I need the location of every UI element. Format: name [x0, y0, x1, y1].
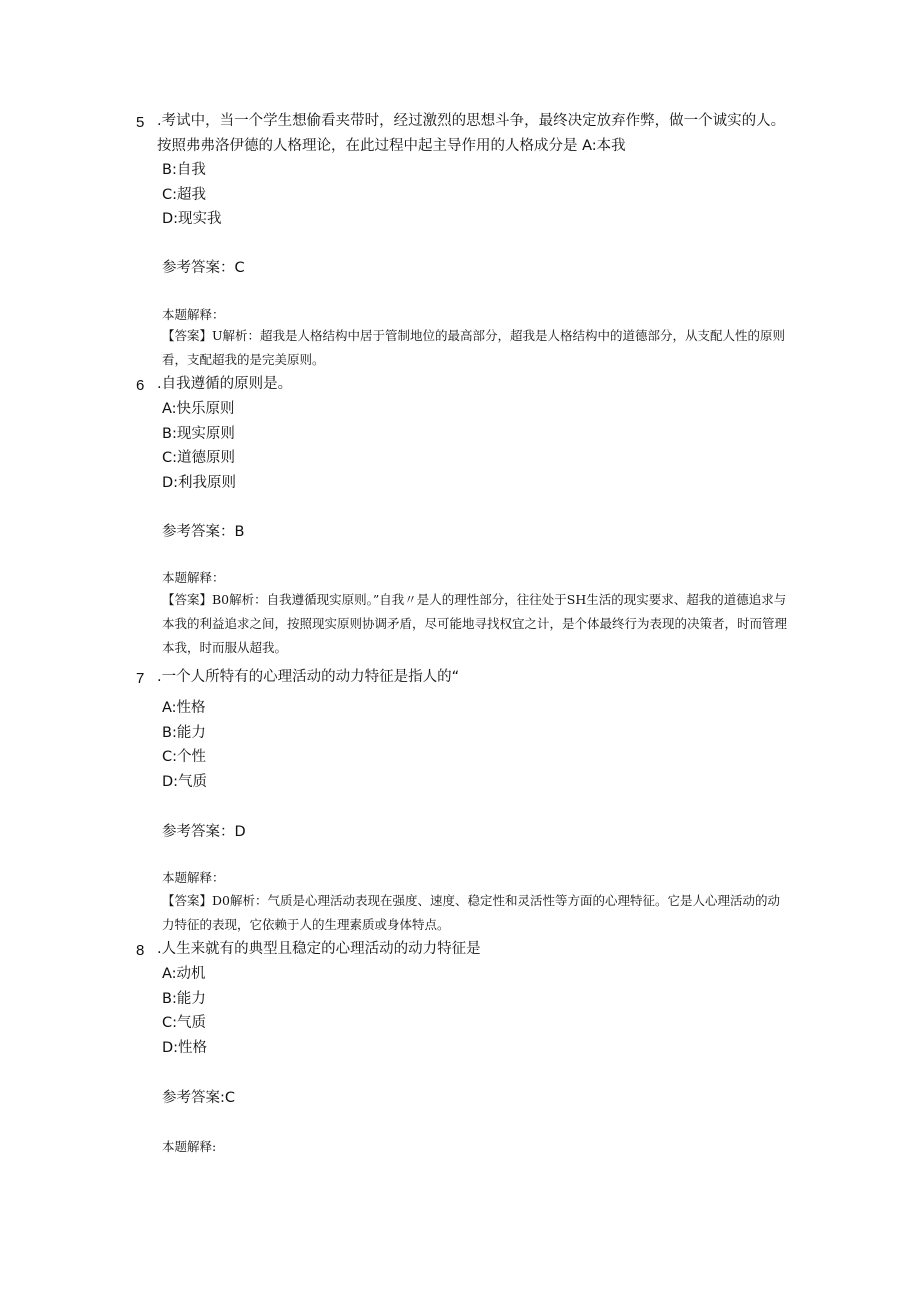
option-c: C:道德原则	[162, 450, 236, 466]
option-list	[162, 962, 207, 1060]
question-stem: .考试中，当一个学生想偷看夹带时，经过激烈的思想斗争，最终决定放弃作弊，做一个诚实的人。按照弗弗洛伊德的人格理论，在此过程中起主导作用的人格成分是 A:本我	[157, 113, 786, 154]
question-stem: .一个人所特有的心理活动的动力特征是指人的“	[157, 669, 460, 685]
question-stem: .人生来就有的典型且稳定的心理活动的动力特征是	[157, 941, 481, 957]
question-number: 7	[136, 670, 145, 687]
question-number: 5	[136, 114, 145, 131]
question-stem: .自我遵循的原则是。	[157, 376, 293, 392]
option-d: D:性格	[162, 1039, 208, 1056]
option-b: B:现实原则	[162, 425, 235, 442]
explanation-text: 【答案】U解析：超我是人格结构中居于管制地位的最高部分，超我是人格结构中的道德部分，从支配人性的原则看，支配超我的是完美原则。	[162, 328, 786, 367]
option-b: B:能力	[162, 724, 206, 741]
reference-answer: 参考答案：B	[162, 524, 245, 540]
option-c: C:个性	[162, 749, 207, 765]
option-c: C:气质	[162, 1015, 207, 1031]
explanation-title: 本题解释：	[162, 570, 225, 585]
reference-answer: 参考答案：C	[162, 260, 245, 276]
explanation-title: 本题解释:	[162, 1139, 217, 1154]
question-number: 6	[136, 377, 145, 394]
reference-answer: 参考答案：D	[162, 824, 246, 840]
option-d: D:利我原则	[162, 474, 237, 491]
explanation-text: 【答案】B0解析：自我遵循现实原则。”自我〃是人的理性部分，往往处于SH生活的现实要求、超我的道德追求与本我的利益追求之间，按照现实原则协调矛盾，尽可能地寻找权宜之计，是个体最终行为表现的决策者，时而管理本我，时而服从超我。	[162, 592, 788, 655]
explanation-text: 【答案】D0解析：气质是心理活动表现在强度、速度、稳定性和灵活性等方面的心理特征。它是人心理活动的动力特征的表现，它依赖于人的生理素质或身体特点。	[162, 893, 780, 932]
option-b: B:自我	[162, 162, 206, 178]
option-a: A:性格	[162, 700, 206, 716]
option-list	[162, 158, 222, 232]
option-a: A:快乐原则	[162, 401, 235, 417]
question-number: 8	[136, 942, 145, 959]
option-list	[162, 696, 207, 794]
option-d: D:气质	[162, 773, 208, 790]
option-c: C:超我	[162, 186, 207, 203]
reference-answer: 参考答案:C	[162, 1090, 236, 1106]
option-list	[162, 397, 236, 495]
explanation-title: 本题解释：	[162, 870, 225, 885]
option-a: A:动机	[162, 966, 206, 982]
explanation-title: 本题解释：	[162, 307, 225, 322]
option-b: B:能力	[162, 990, 206, 1007]
option-d: D:现实我	[162, 211, 222, 227]
